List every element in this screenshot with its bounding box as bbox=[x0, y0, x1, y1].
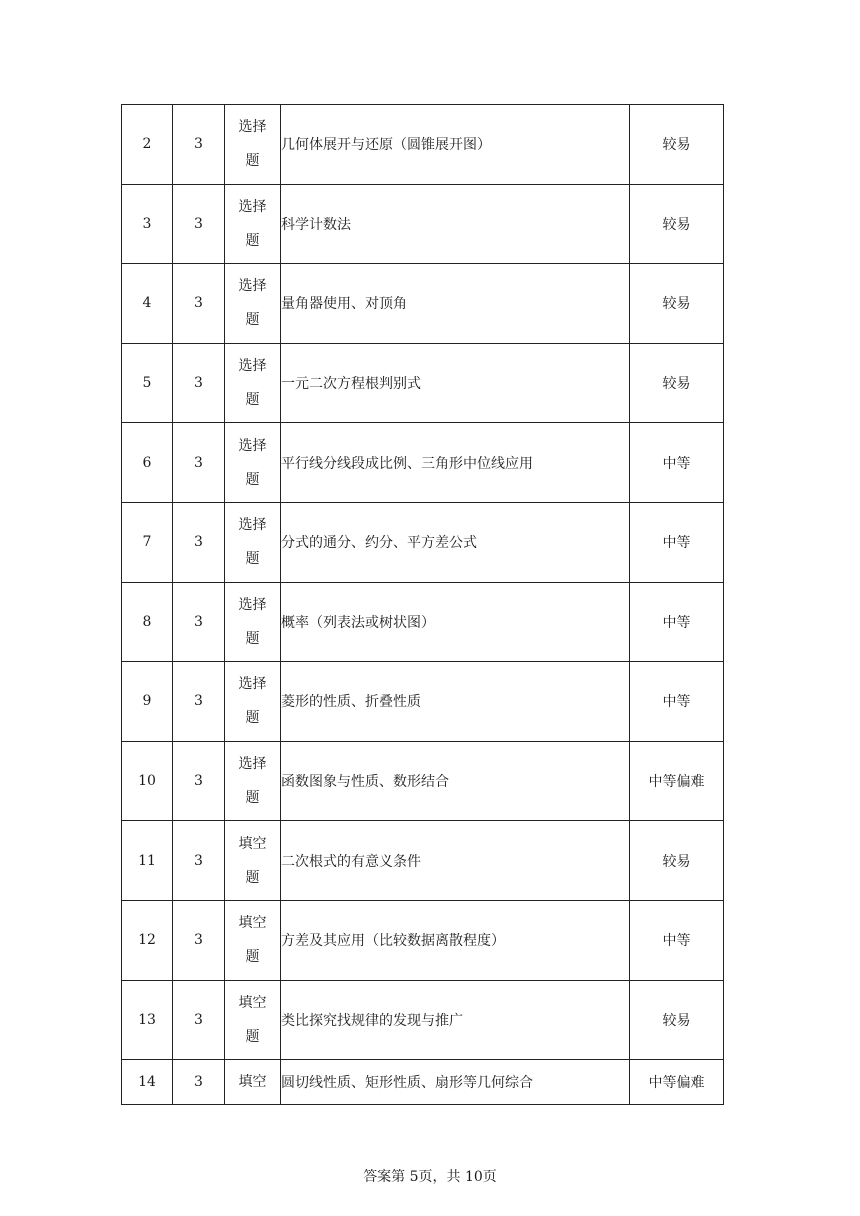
question-type-line1: 选择 bbox=[238, 676, 267, 693]
question-type-line1: 填空 bbox=[238, 1074, 267, 1091]
difficulty: 较易 bbox=[630, 980, 724, 1060]
question-number: 3 bbox=[122, 184, 173, 264]
table-row bbox=[122, 582, 724, 662]
knowledge-point: 圆切线性质、矩形性质、扇形等几何综合 bbox=[281, 1060, 630, 1105]
question-number: 7 bbox=[122, 502, 173, 582]
table-row bbox=[122, 741, 724, 821]
question-score: 3 bbox=[173, 980, 225, 1060]
knowledge-point: 方差及其应用（比较数据离散程度） bbox=[281, 900, 630, 980]
difficulty: 中等偏难 bbox=[630, 1060, 724, 1105]
question-type bbox=[225, 821, 281, 901]
knowledge-point: 一元二次方程根判别式 bbox=[281, 343, 630, 423]
difficulty: 较易 bbox=[630, 343, 724, 423]
question-type bbox=[225, 741, 281, 821]
question-type-line2: 题 bbox=[245, 312, 260, 329]
question-type-line2: 题 bbox=[245, 551, 260, 568]
question-type-line2: 题 bbox=[245, 949, 260, 966]
question-type-line1: 选择 bbox=[238, 198, 267, 215]
question-score: 3 bbox=[173, 423, 225, 503]
question-number: 8 bbox=[122, 582, 173, 662]
difficulty: 中等 bbox=[630, 502, 724, 582]
question-score: 3 bbox=[173, 821, 225, 901]
question-type bbox=[225, 980, 281, 1060]
question-score: 3 bbox=[173, 502, 225, 582]
question-type-line1: 填空 bbox=[238, 915, 267, 932]
table-row bbox=[122, 343, 724, 423]
question-score: 3 bbox=[173, 582, 225, 662]
difficulty: 中等 bbox=[630, 662, 724, 742]
question-type-line2: 题 bbox=[245, 232, 260, 249]
question-type-line2: 题 bbox=[245, 869, 260, 886]
question-number: 12 bbox=[122, 900, 173, 980]
question-number: 6 bbox=[122, 423, 173, 503]
difficulty: 较易 bbox=[630, 184, 724, 264]
knowledge-point: 函数图象与性质、数形结合 bbox=[281, 741, 630, 821]
question-score: 3 bbox=[173, 343, 225, 423]
question-type bbox=[225, 184, 281, 264]
table-body bbox=[122, 105, 724, 1105]
question-type-line1: 选择 bbox=[238, 437, 267, 454]
question-number: 9 bbox=[122, 662, 173, 742]
knowledge-point: 科学计数法 bbox=[281, 184, 630, 264]
question-number: 14 bbox=[122, 1060, 173, 1105]
question-type-line1: 选择 bbox=[238, 278, 267, 295]
question-type bbox=[225, 423, 281, 503]
page-footer: 答案第 5页，共 10页 bbox=[363, 1169, 497, 1185]
difficulty: 较易 bbox=[630, 821, 724, 901]
question-type bbox=[225, 264, 281, 344]
difficulty: 中等 bbox=[630, 900, 724, 980]
table-row-partial bbox=[122, 1060, 724, 1105]
question-type-line1: 选择 bbox=[238, 596, 267, 613]
question-type-line2: 题 bbox=[245, 1028, 260, 1045]
question-type-line2: 题 bbox=[245, 790, 260, 807]
table-row bbox=[122, 502, 724, 582]
question-type bbox=[225, 105, 281, 185]
knowledge-point: 类比探究找规律的发现与推广 bbox=[281, 980, 630, 1060]
question-number: 13 bbox=[122, 980, 173, 1060]
difficulty: 中等 bbox=[630, 582, 724, 662]
knowledge-point: 平行线分线段成比例、三角形中位线应用 bbox=[281, 423, 630, 503]
question-score: 3 bbox=[173, 1060, 225, 1105]
difficulty: 较易 bbox=[630, 105, 724, 185]
question-score: 3 bbox=[173, 662, 225, 742]
difficulty: 中等偏难 bbox=[630, 741, 724, 821]
question-type-line1: 选择 bbox=[238, 358, 267, 375]
question-type bbox=[225, 502, 281, 582]
table-row bbox=[122, 821, 724, 901]
knowledge-point: 二次根式的有意义条件 bbox=[281, 821, 630, 901]
question-type bbox=[225, 343, 281, 423]
question-type bbox=[225, 662, 281, 742]
difficulty: 较易 bbox=[630, 264, 724, 344]
knowledge-point: 几何体展开与还原（圆锥展开图） bbox=[281, 105, 630, 185]
question-score: 3 bbox=[173, 264, 225, 344]
question-type-line2: 题 bbox=[245, 710, 260, 727]
question-score: 3 bbox=[173, 900, 225, 980]
knowledge-point: 量角器使用、对顶角 bbox=[281, 264, 630, 344]
question-number: 11 bbox=[122, 821, 173, 901]
table-row bbox=[122, 423, 724, 503]
question-score: 3 bbox=[173, 105, 225, 185]
question-score: 3 bbox=[173, 184, 225, 264]
table-row bbox=[122, 264, 724, 344]
table-row bbox=[122, 980, 724, 1060]
knowledge-point: 菱形的性质、折叠性质 bbox=[281, 662, 630, 742]
table-row bbox=[122, 184, 724, 264]
table-row bbox=[122, 900, 724, 980]
question-number: 10 bbox=[122, 741, 173, 821]
question-number: 4 bbox=[122, 264, 173, 344]
question-type-line1: 选择 bbox=[238, 756, 267, 773]
question-score: 3 bbox=[173, 741, 225, 821]
question-type bbox=[225, 900, 281, 980]
question-type-line2: 题 bbox=[245, 153, 260, 170]
question-type bbox=[225, 1060, 281, 1105]
knowledge-point: 分式的通分、约分、平方差公式 bbox=[281, 502, 630, 582]
table-row bbox=[122, 662, 724, 742]
question-number: 5 bbox=[122, 343, 173, 423]
question-number: 2 bbox=[122, 105, 173, 185]
question-type-line2: 题 bbox=[245, 471, 260, 488]
question-type-line2: 题 bbox=[245, 630, 260, 647]
table-row bbox=[122, 105, 724, 185]
knowledge-point: 概率（列表法或树状图） bbox=[281, 582, 630, 662]
question-type-line1: 选择 bbox=[238, 119, 267, 136]
question-type bbox=[225, 582, 281, 662]
question-type-line2: 题 bbox=[245, 392, 260, 409]
question-type-line1: 填空 bbox=[238, 994, 267, 1011]
difficulty: 中等 bbox=[630, 423, 724, 503]
question-type-line1: 选择 bbox=[238, 517, 267, 534]
knowledge-point-table bbox=[121, 104, 724, 1105]
question-type-line1: 填空 bbox=[238, 835, 267, 852]
